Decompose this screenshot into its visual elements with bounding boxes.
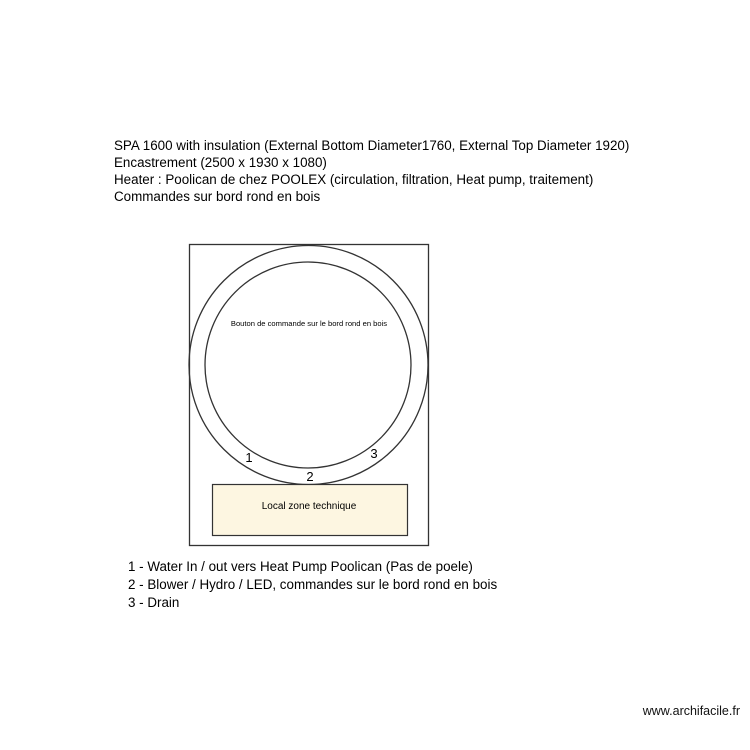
- legend: [128, 558, 497, 612]
- watermark: www.archifacile.fr: [642, 704, 740, 718]
- spa-outer-rim: [189, 246, 428, 485]
- heater-line: Heater : Poolican de chez POOLEX (circulation, filtration, Heat pump, traitement): [114, 172, 594, 187]
- marker-1: 1: [245, 450, 253, 465]
- spa-inner-basin: [205, 262, 411, 468]
- legend-item-2: 2 - Blower / Hydro / LED, commandes sur le bord rond en bois: [128, 577, 498, 592]
- commandes-line: Commandes sur bord rond en bois: [114, 189, 321, 204]
- marker-2: 2: [306, 469, 314, 484]
- technical-room-label: Local zone technique: [261, 501, 357, 512]
- spa-control-label: Bouton de commande sur le bord rond en bois: [230, 319, 388, 328]
- legend-item-3: 3 - Drain: [128, 595, 180, 610]
- legend-item-1: 1 - Water In / out vers Heat Pump Poolican (Pas de poele): [128, 559, 473, 574]
- marker-3: 3: [370, 446, 378, 461]
- spa-title-line: SPA 1600 with insulation (External Bottom Diameter1760, External Top Diameter 1920): [114, 138, 630, 153]
- encastrement-line: Encastrement (2500 x 1930 x 1080): [114, 155, 327, 170]
